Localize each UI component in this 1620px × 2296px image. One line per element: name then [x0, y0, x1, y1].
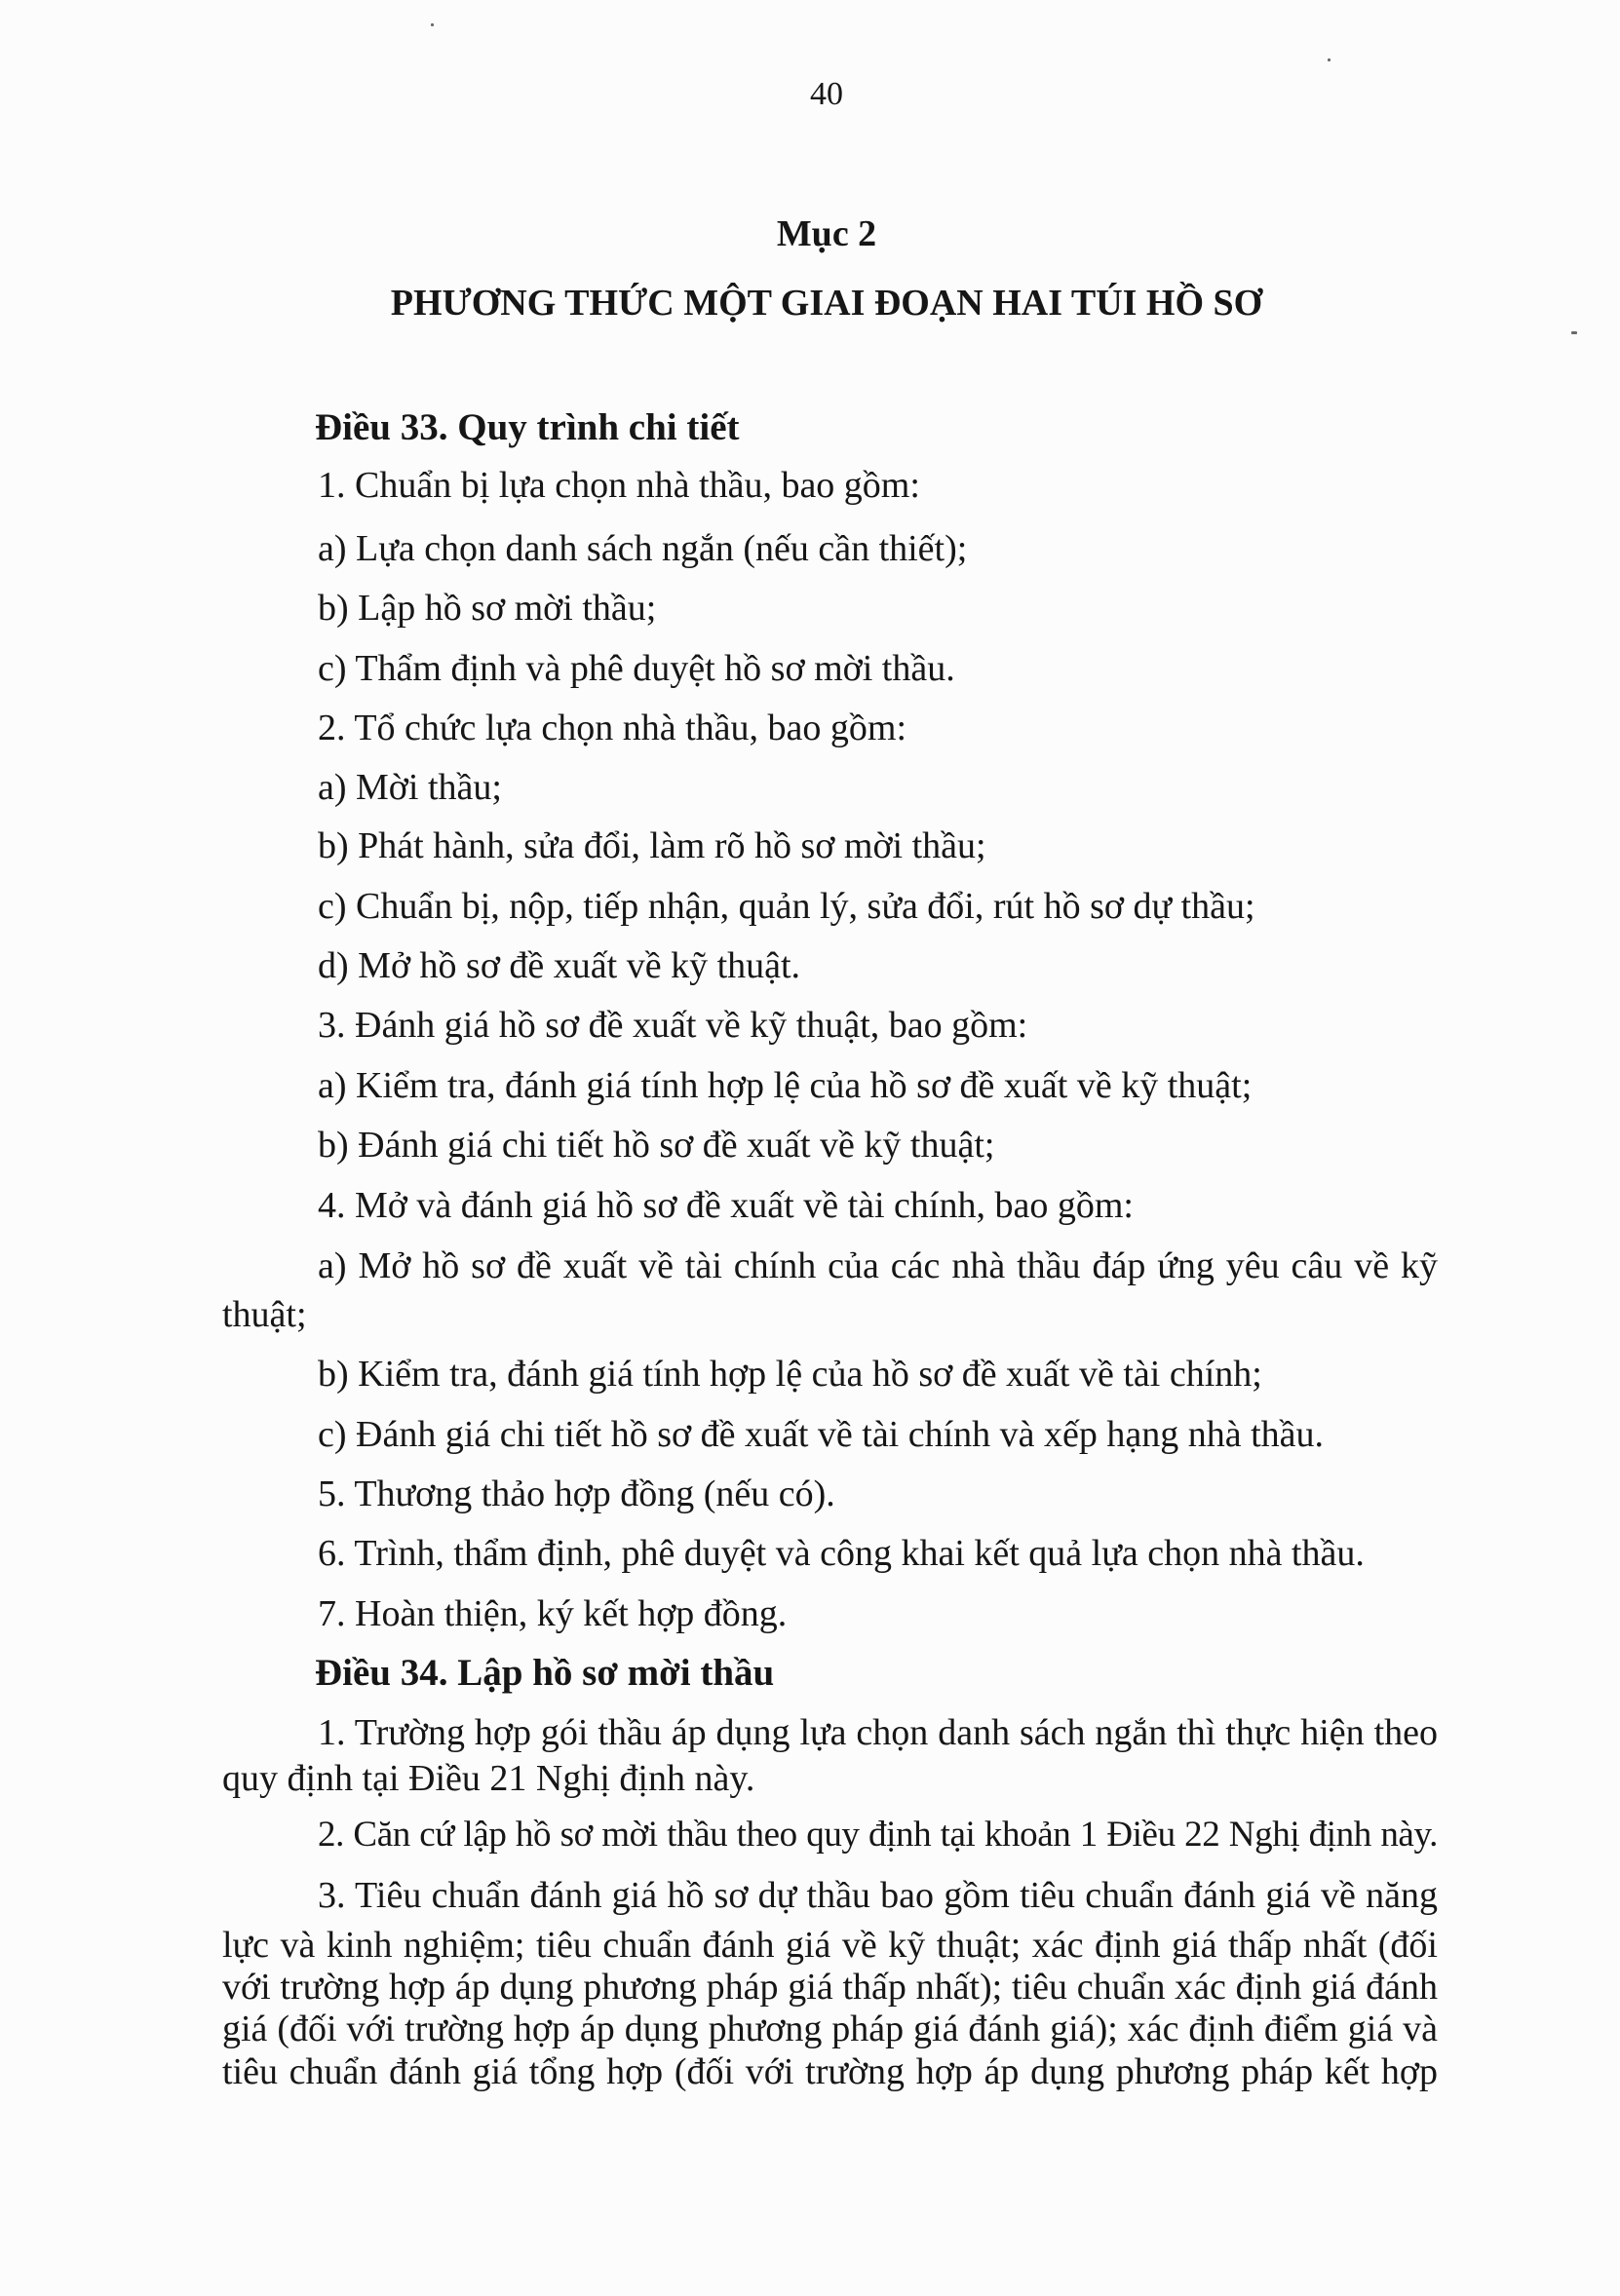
text-line: a) Lựa chọn danh sách ngắn (nếu cần thiết); — [318, 528, 968, 569]
text-line: 4. Mở và đánh giá hồ sơ đề xuất về tài chính, bao gồm: — [318, 1185, 1134, 1226]
text-line: thuật; — [222, 1294, 307, 1335]
page-number: 40 — [810, 76, 843, 112]
text-line: giá (đối với trường hợp áp dụng phương pháp giá đánh giá); xác định điểm giá và — [222, 2009, 1438, 2049]
scan-mark — [1328, 58, 1331, 61]
text-line: với trường hợp áp dụng phương pháp giá thấp nhất); tiêu chuẩn xác định giá đánh — [222, 1967, 1438, 2008]
article-heading: Điều 34. Lập hồ sơ mời thầu — [315, 1652, 775, 1694]
text-line: d) Mở hồ sơ đề xuất về kỹ thuật. — [318, 945, 801, 986]
section-title: PHƯƠNG THỨC MỘT GIAI ĐOẠN HAI TÚI HỒ SƠ — [390, 283, 1263, 324]
text-line: 3. Tiêu chuẩn đánh giá hồ sơ dự thầu bao gồm tiêu chuẩn đánh giá về năng — [318, 1875, 1438, 1916]
text-line: a) Mời thầu; — [318, 767, 502, 808]
text-line: c) Đánh giá chi tiết hồ sơ đề xuất về tài chính và xếp hạng nhà thầu. — [318, 1414, 1325, 1455]
section-label: Mục 2 — [776, 213, 877, 254]
text-line: b) Phát hành, sửa đổi, làm rõ hồ sơ mời thầu; — [318, 825, 986, 866]
text-line: 1. Chuẩn bị lựa chọn nhà thầu, bao gồm: — [318, 465, 920, 506]
text-line: b) Lập hồ sơ mời thầu; — [318, 588, 657, 629]
text-line: 1. Trường hợp gói thầu áp dụng lựa chọn danh sách ngắn thì thực hiện theo — [318, 1712, 1438, 1753]
scan-mark — [1571, 331, 1577, 334]
text-line: quy định tại Điều 21 Nghị định này. — [222, 1758, 755, 1799]
text-line: 6. Trình, thẩm định, phê duyệt và công khai kết quả lựa chọn nhà thầu. — [318, 1533, 1365, 1574]
article-heading: Điều 33. Quy trình chi tiết — [315, 406, 740, 448]
text-line: 3. Đánh giá hồ sơ đề xuất về kỹ thuật, bao gồm: — [318, 1005, 1028, 1046]
text-line: a) Kiểm tra, đánh giá tính hợp lệ của hồ sơ đề xuất về kỹ thuật; — [318, 1065, 1253, 1106]
text-line: b) Đánh giá chi tiết hồ sơ đề xuất về kỹ thuật; — [318, 1125, 995, 1166]
text-line: c) Thẩm định và phê duyệt hồ sơ mời thầu. — [318, 648, 955, 689]
text-line: 7. Hoàn thiện, ký kết hợp đồng. — [318, 1593, 788, 1634]
text-line: lực và kinh nghiệm; tiêu chuẩn đánh giá về kỹ thuật; xác định giá thấp nhất (đối — [222, 1925, 1438, 1966]
text-line: 2. Tổ chức lựa chọn nhà thầu, bao gồm: — [318, 708, 907, 748]
scan-mark — [431, 23, 434, 26]
text-line: a) Mở hồ sơ đề xuất về tài chính của các nhà thầu đáp ứng yêu câu về kỹ — [318, 1245, 1438, 1286]
text-line: 5. Thương thảo hợp đồng (nếu có). — [318, 1473, 835, 1514]
text-line: tiêu chuẩn đánh giá tổng hợp (đối với trường hợp áp dụng phương pháp kết hợp — [222, 2051, 1438, 2092]
text-line: b) Kiểm tra, đánh giá tính hợp lệ của hồ sơ đề xuất về tài chính; — [318, 1354, 1262, 1395]
text-line: 2. Căn cứ lập hồ sơ mời thầu theo quy định tại khoản 1 Điều 22 Nghị định này. — [318, 1815, 1438, 1855]
text-line: c) Chuẩn bị, nộp, tiếp nhận, quản lý, sửa đổi, rút hồ sơ dự thầu; — [318, 886, 1255, 927]
